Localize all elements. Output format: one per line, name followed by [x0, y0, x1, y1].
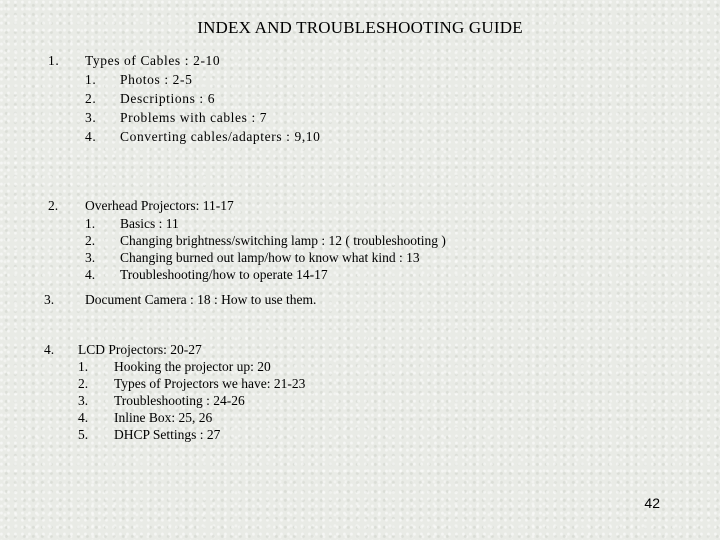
- section-number: 2.: [48, 198, 59, 213]
- item-number: 2.: [85, 91, 97, 106]
- item-text: Troubleshooting/how to operate 14-17: [120, 267, 328, 282]
- item-text: Changing brightness/switching lamp : 12 ( troubleshooting ): [120, 233, 446, 248]
- item-number: 1.: [85, 72, 97, 87]
- item-text: Problems with cables : 7: [120, 110, 268, 125]
- item-text: Hooking the projector up: 20: [114, 359, 271, 374]
- item-number: 5.: [78, 427, 89, 442]
- section-heading: LCD Projectors: 20-27: [78, 342, 202, 357]
- item-text: Basics : 11: [120, 216, 179, 231]
- item-text: Troubleshooting : 24-26: [114, 393, 245, 408]
- item-number: 3.: [78, 393, 89, 408]
- section-number: 3.: [44, 292, 55, 307]
- item-number: 1.: [85, 216, 96, 231]
- item-number: 1.: [78, 359, 89, 374]
- section-heading: Document Camera : 18 : How to use them.: [85, 292, 317, 307]
- page-number: 42: [644, 495, 660, 511]
- item-text: Converting cables/adapters : 9,10: [120, 129, 321, 144]
- item-text: Descriptions : 6: [120, 91, 216, 106]
- item-number: 2.: [85, 233, 96, 248]
- item-text: Changing burned out lamp/how to know what kind : 13: [120, 250, 420, 265]
- item-number: 2.: [78, 376, 89, 391]
- item-number: 4.: [85, 129, 97, 144]
- item-text: DHCP Settings : 27: [114, 427, 221, 442]
- section-heading: Types of Cables : 2-10: [85, 53, 221, 68]
- section-heading: Overhead Projectors: 11-17: [85, 198, 234, 213]
- page-title: INDEX AND TROUBLESHOOTING GUIDE: [197, 18, 523, 37]
- item-text: Types of Projectors we have: 21-23: [114, 376, 306, 391]
- item-number: 4.: [78, 410, 89, 425]
- section-number: 1.: [48, 53, 60, 68]
- item-number: 3.: [85, 250, 96, 265]
- item-text: Photos : 2-5: [120, 72, 193, 87]
- item-number: 3.: [85, 110, 97, 125]
- section-number: 4.: [44, 342, 55, 357]
- item-text: Inline Box: 25, 26: [114, 410, 213, 425]
- item-number: 4.: [85, 267, 96, 282]
